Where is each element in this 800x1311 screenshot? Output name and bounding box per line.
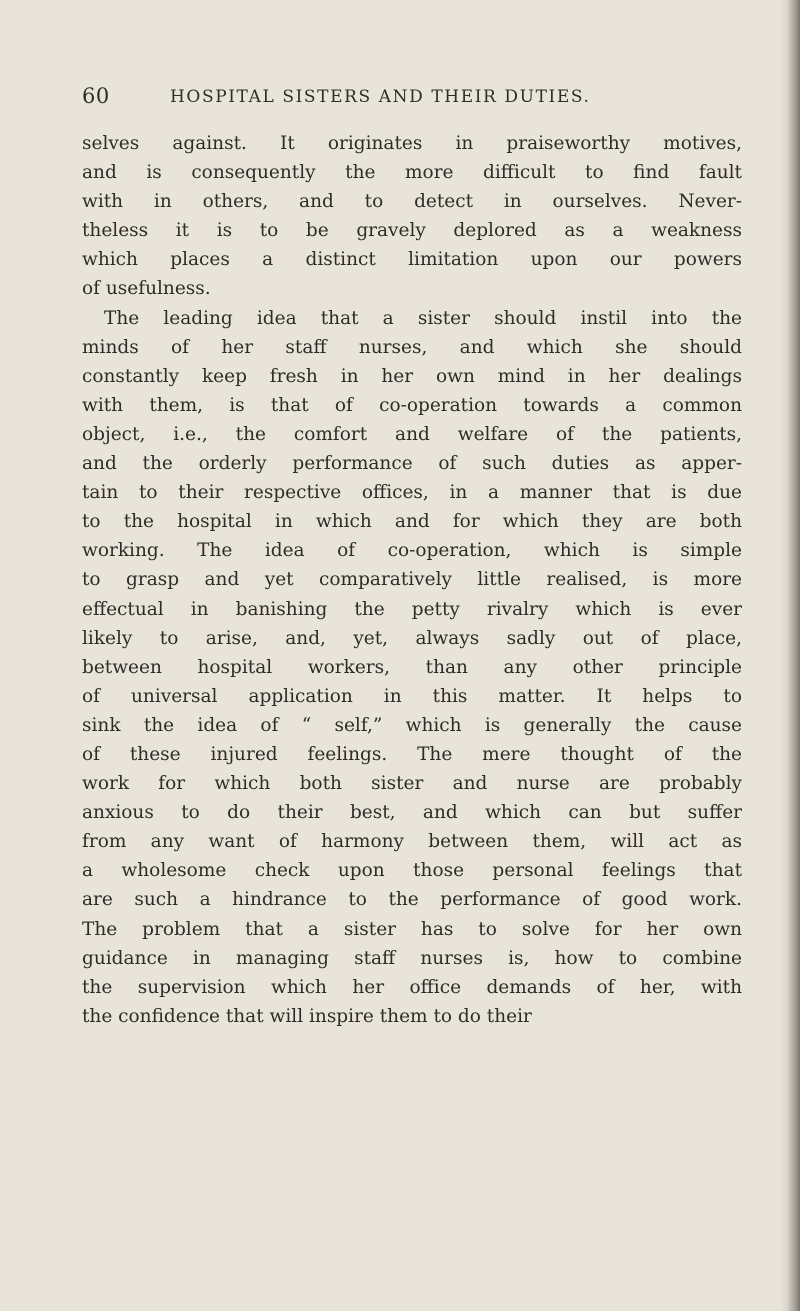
text-line: the supervision which her office demands of her, with — [82, 976, 742, 998]
text-line: of universal application in this matter. It helps to — [82, 685, 742, 707]
text-line: sink the idea of “ self,” which is generally the cause — [82, 714, 742, 736]
text-line: from any want of harmony between them, will act as — [82, 831, 742, 853]
text-line: The leading idea that a sister should instil into the — [104, 307, 742, 329]
running-title: HOSPITAL SISTERS AND THEIR DUTIES. — [170, 87, 591, 107]
text-line: likely to arise, and, yet, always sadly out of place, — [82, 627, 742, 649]
body-text — [82, 129, 742, 1031]
text-line: tain to their respective offices, in a manner that is due — [82, 482, 742, 504]
text-line: and the orderly performance of such duties as apper- — [82, 453, 742, 475]
text-line: which places a distinct limitation upon our powers — [82, 249, 742, 271]
page-header — [82, 84, 672, 112]
text-line: guidance in managing staff nurses is, how to combine — [82, 947, 742, 969]
text-line: to the hospital in which and for which they are both — [82, 511, 742, 533]
text-line: with them, is that of co-operation towards a common — [82, 394, 742, 416]
text-line: the confidence that will inspire them to do their — [82, 1005, 532, 1027]
text-line: constantly keep fresh in her own mind in her dealings — [82, 365, 742, 387]
text-line: of these injured feelings. The mere thought of the — [82, 743, 742, 765]
text-line: anxious to do their best, and which can but suffer — [82, 802, 742, 824]
text-line: theless it is to be gravely deplored as a weakness — [82, 220, 742, 242]
text-line: a wholesome check upon those personal feelings that — [82, 860, 742, 882]
text-line: to grasp and yet comparatively little realised, is more — [82, 569, 742, 591]
text-line: work for which both sister and nurse are probably — [82, 773, 742, 795]
text-line: are such a hindrance to the performance of good work. — [82, 889, 742, 911]
text-line: effectual in banishing the petty rivalry which is ever — [82, 598, 742, 620]
text-line: minds of her staff nurses, and which she should — [82, 336, 742, 358]
text-line: object, i.e., the comfort and welfare of the patients, — [82, 423, 742, 445]
page-edge-shadow — [780, 0, 800, 1311]
text-line: with in others, and to detect in ourselves. Never- — [82, 191, 742, 213]
text-line: between hospital workers, than any other principle — [82, 656, 742, 678]
text-line: selves against. It originates in praiseworthy motives, — [82, 133, 742, 154]
page-number: 60 — [82, 84, 110, 108]
text-line: working. The idea of co-operation, which is simple — [82, 540, 742, 562]
text-line: and is consequently the more difficult to find fault — [82, 162, 742, 184]
text-line: The problem that a sister has to solve for her own — [82, 918, 742, 940]
text-line: of usefulness. — [82, 278, 211, 300]
